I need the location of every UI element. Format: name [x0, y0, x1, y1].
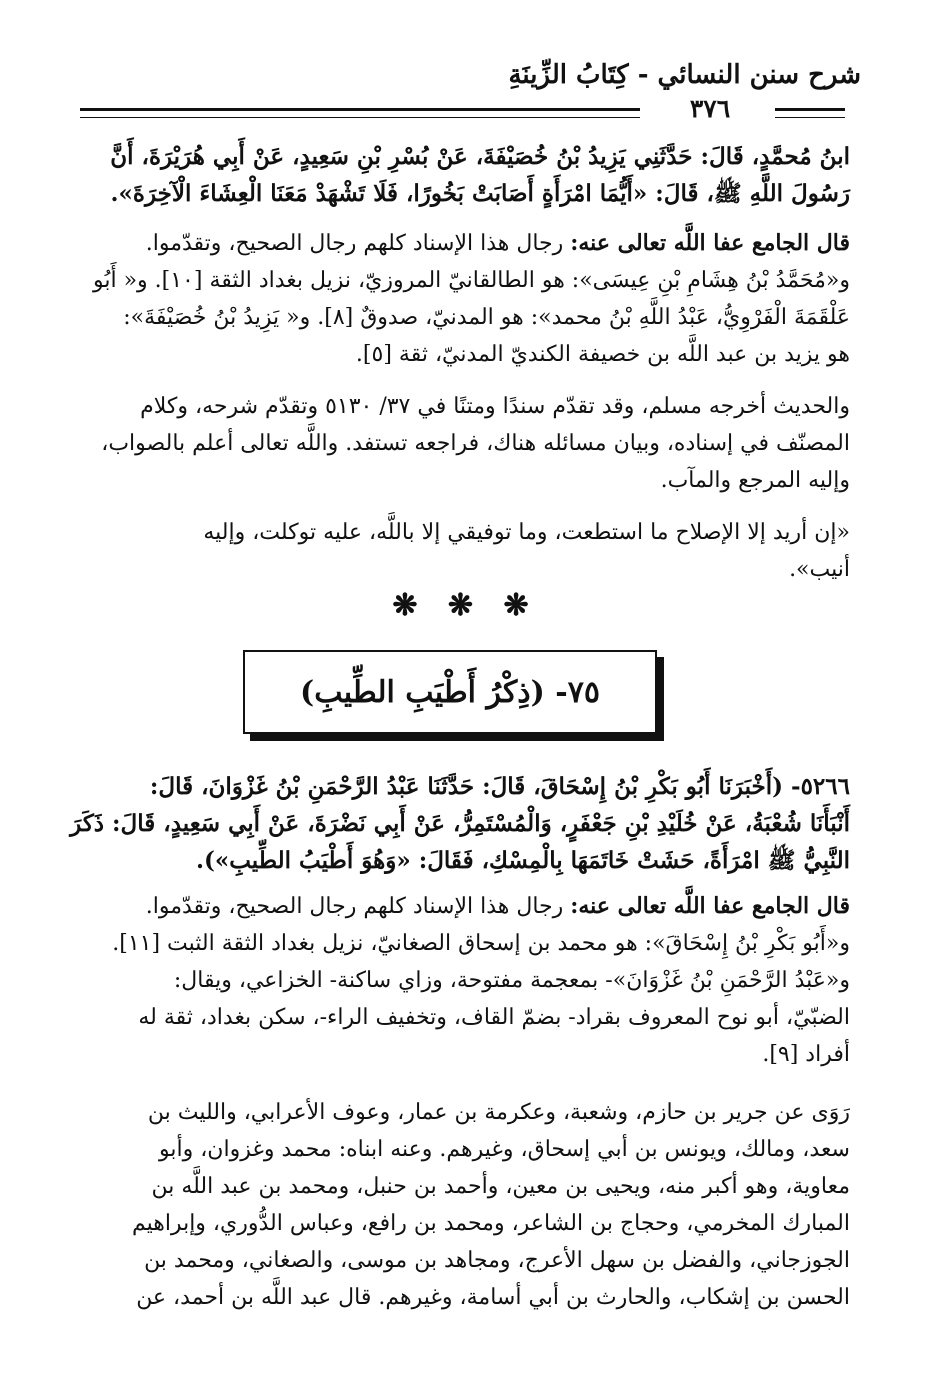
text-line: الجوزجاني، والفضل بن سهل الأعرج، ومجاهد بن موسى، والصغاني، ومحمد بن: [144, 1248, 850, 1273]
commentary-label: قال الجامع عفا اللَّه تعالى عنه:: [570, 893, 850, 919]
text-line: المبارك المخرمي، وحجاج بن الشاعر، ومحمد بن رافع، وعباس الدُّوري، وإبراهيم: [131, 1211, 850, 1236]
text-line: المصنّف في إسناده، وبيان مسائله هناك، فراجعه تستفد. واللَّه تعالى أعلم بالصواب،: [101, 431, 850, 456]
commentary-narrators: [60, 225, 850, 373]
closing-quote: [60, 514, 850, 588]
text-line: سعد، ومالك، ويونس بن أبي إسحاق، وغيرهم. وعنه ابناه: محمد وغزوان، وأبو: [158, 1137, 850, 1162]
text-line: و«عَبْدُ الرَّحْمَنِ بْنُ غَزْوَانَ»- بمعجمة مفتوحة، وزاي ساكنة- الخزاعي، ويقال:: [173, 968, 850, 993]
section-separator: ❋ ❋ ❋: [392, 588, 539, 623]
text-line: «إن أريد إلا الإصلاح ما استطعت، وما توفيقي إلا باللَّه، عليه توكلت، وإليه: [203, 520, 850, 545]
text-line: رَوَى عن جرير بن حازم، وشعبة، وعكرمة بن عمار، وعوف الأعرابي، والليث بن: [147, 1100, 850, 1125]
commentary-narrators-2: [60, 888, 850, 1073]
text-line: عَلْقَمَةَ الْفَرْوِيُّ، عَبْدُ اللَّهِ بْنُ محمد»: هو المدنيّ، صدوقٌ [٨]. و« يَزِيدُ بْنُ خُصَيْفَةَ»:: [123, 305, 850, 330]
text-span: رجال هذا الإسناد كلهم رجال الصحيح، وتقدّموا.: [145, 894, 564, 919]
text-line: وإليه المرجع والمآب.: [660, 468, 850, 493]
page-number: ٣٧٦: [689, 94, 731, 123]
header-rule-short: [775, 108, 845, 118]
text-line: أَنْبَأَنَا شُعْبَةُ، عَنْ خُلَيْدِ بْنِ جَعْفَرٍ، وَالْمُسْتَمِرُّ، عَنْ أَبِي نَضْرَةَ، عَنْ أَبِي سَعِيدٍ، قَالَ: ذَكَرَ: [70, 810, 850, 837]
text-line: رَسُولَ اللَّهِ ﷺ، قَالَ: «أَيُّمَا امْرَأَةٍ أَصَابَتْ بَخُورًا، فَلَا تَشْهَدْ مَعَنَا الْعِشَاءَ الْآخِرَةَ».: [110, 180, 850, 207]
text-line: والحديث أخرجه مسلم، وقد تقدّم سندًا ومتنًا في ٣٧/ ٥١٣٠ وتقدّم شرحه، وكلام: [140, 394, 850, 419]
text-line: أنيب».: [789, 557, 850, 582]
text-line: ٥٢٦٦- (أَخْبَرَنَا أَبُو بَكْرِ بْنُ إِسْحَاقَ، قَالَ: حَدَّثَنَا عَبْدُ الرَّحْمَنِ بْنُ غَزْوَانَ، قَالَ:: [149, 773, 850, 800]
hadith-continuation: [60, 138, 850, 212]
text-line: معاوية، وهو أكبر منه، ويحيى بن معين، وأحمد بن حنبل، ومحمد بن عبد اللَّه بن: [151, 1174, 850, 1199]
header-rule: [80, 108, 640, 118]
text-line: [60, 888, 850, 925]
hadith-5266: [60, 768, 850, 879]
commentary-source: [60, 388, 850, 499]
text-line: و«أَبُو بَكْرِ بْنُ إِسْحَاقَ»: هو محمد بن إسحاق الصغانيّ، نزيل بغداد الثقة الثبت [١١].: [112, 931, 850, 956]
text-line: هو يزيد بن عبد اللَّه بن خصيفة الكنديّ المدنيّ، ثقة [٥].: [355, 342, 850, 367]
text-line: الضبّيّ، أبو نوح المعروف بقراد- بضمّ القاف، وتخفيف الراء-، سكن بغداد، ثقة له: [138, 1005, 850, 1030]
text-line: ابنُ مُحمَّدٍ، قَالَ: حَدَّثَنِي يَزِيدُ بْنُ خُصَيْفَةَ، عَنْ بُسْرِ بْنِ سَعِيدٍ، عَنْ أَبِي هُرَيْرَةَ، أَنَّ: [110, 143, 850, 170]
text-span: رجال هذا الإسناد كلهم رجال الصحيح، وتقدّموا.: [145, 231, 564, 256]
narrator-biography: [60, 1094, 850, 1316]
chapter-title-box: [243, 650, 657, 734]
running-header-title: شرح سنن النسائي - كِتَابُ الزِّينَةِ: [508, 60, 861, 90]
chapter-title: ٧٥- (ذِكْرُ أَطْيَبِ الطِّيبِ): [300, 674, 600, 710]
commentary-label: قال الجامع عفا اللَّه تعالى عنه:: [570, 230, 850, 256]
text-line: [60, 225, 850, 262]
text-line: و«مُحَمَّدُ بْنُ هِشَامِ بْنِ عِيسَى»: هو الطالقانيّ المروزيّ، نزيل بغداد الثقة [١٠]. و« أَبُو: [92, 268, 850, 293]
text-line: أفراد [٩].: [762, 1042, 850, 1067]
text-line: الحسن بن إشكاب، والحارث بن أبي أسامة، وغيرهم. قال عبد اللَّه بن أحمد، عن: [136, 1285, 850, 1310]
text-line: النَّبِيُّ ﷺ امْرَأَةً، حَشَتْ خَاتَمَهَا بِالْمِسْكِ، فَقَالَ: «وَهُوَ أَطْيَبُ الطِّيبِ»).: [195, 847, 850, 874]
